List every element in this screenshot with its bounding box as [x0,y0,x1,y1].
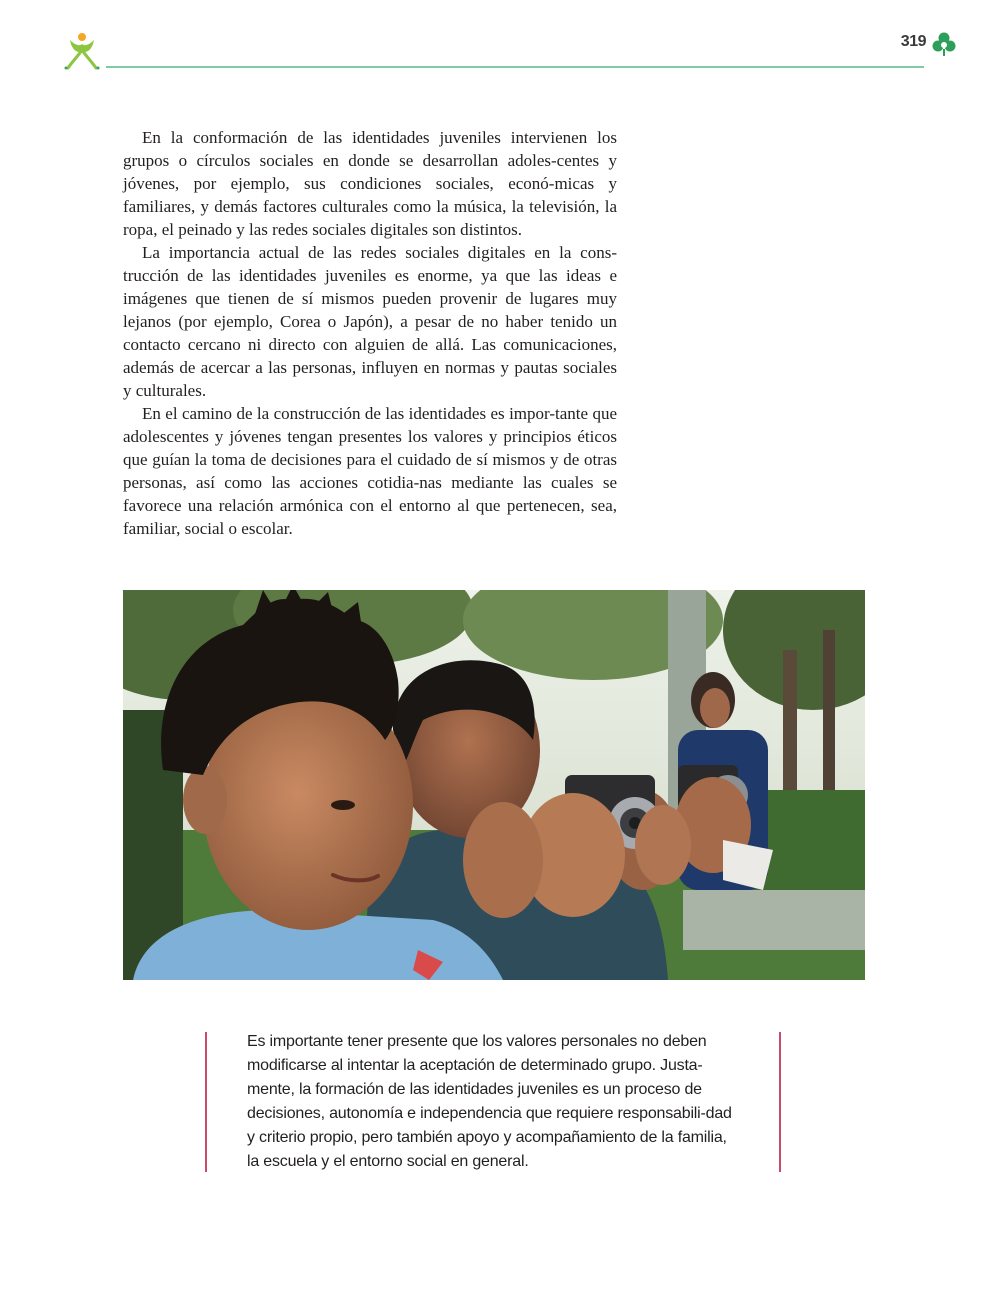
callout-left-bar [205,1032,207,1172]
paragraph-3: En el camino de la construcción de las identidades es impor-tante que adolescentes y jóvenes tengan presentes los valores y principios éticos que guían la toma de decisiones para el cuidado de sí mismos y de otras personas, así como las acciones cotidia-nas mediante las cuales se favorece una relación armónica con el entorno al que pertenecen, sea, familiar, social o escolar. [123,404,617,538]
paragraph-2: La importancia actual de las redes sociales digitales en la cons-trucción de las identidades juveniles es enorme, ya que las ideas e imágenes que tienen de sí mismos pueden provenir de lugares muy lejanos (por ejemplo, Corea o Japón), a pesar de no haber tenido un contacto cercano ni directo con alguien de allá. Las comunicaciones, además de acercar a las personas, influyen en normas y pautas sociales y culturales. [123,243,617,400]
photo-boys-with-cameras [123,590,865,980]
header-rule [106,66,924,68]
page-number: 319 [900,33,926,50]
callout-right-bar [779,1032,781,1172]
clover-emblem-icon [931,31,957,57]
body-text [123,126,617,540]
paragraph-1: En la conformación de las identidades juveniles intervienen los grupos o círculos sociales en donde se desarrollan adoles-centes y jóvenes, por ejemplo, sus condiciones sociales, econó-micas y familiares, y demás factores culturales como la música, la televisión, la ropa, el peinado y las redes sociales digitales son distintos. [123,128,617,239]
sprout-figure-icon [62,30,102,72]
callout-text: Es importante tener presente que los valores personales no deben modificarse al intentar la aceptación de determinado grupo. Justa-mente, la formación de las identidades juveniles es un proceso de decisiones, autonomía e independencia que requiere responsabili-dad y criterio propio, pero también apoyo y acompañamiento de la familia, la escuela y el entorno social en general. [247,1033,732,1170]
